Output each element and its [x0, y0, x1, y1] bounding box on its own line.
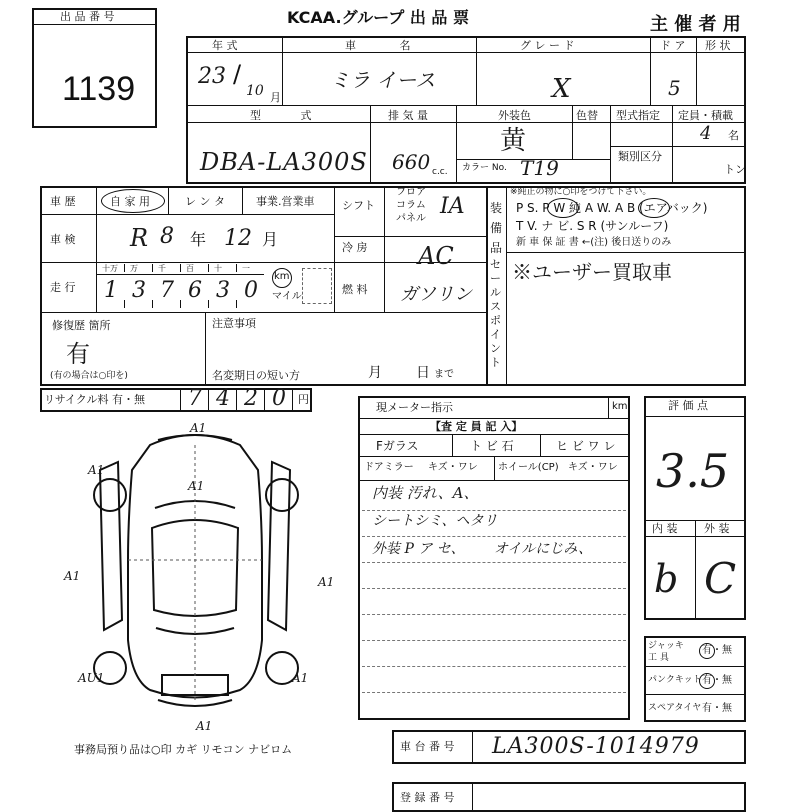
type-designation-label: 型式指定 — [616, 109, 660, 122]
organizer-label: 主 催 者 用 — [650, 14, 741, 35]
body-type-label: 形 状 — [705, 39, 731, 52]
mirror-options[interactable]: キズ・ワレ — [428, 462, 478, 473]
color-value: 黄 — [500, 126, 527, 156]
wheel-front-left — [94, 479, 126, 511]
jack-selected-circle — [699, 643, 715, 659]
equipment-line-1: P S. P W 純 A W. A B (エアバック) — [516, 201, 708, 215]
diagram-mark-left-side: A1 — [64, 569, 81, 583]
mileage-digit-label: 一 — [242, 264, 250, 273]
lot-number-label: 出 品 番 号 — [60, 10, 115, 23]
equipment-block — [486, 186, 746, 386]
doors-label: ド ア — [660, 39, 686, 52]
right-side-panel — [268, 462, 290, 630]
inspector-title: 【査 定 員 記 入】 — [430, 420, 523, 433]
name-change-label: 名変期日の短い方 — [212, 369, 300, 382]
jack-options[interactable]: 有・無 — [702, 645, 732, 656]
diagram-mark-rear: A1 — [196, 719, 213, 733]
diagram-mark-left-front: A1 — [88, 463, 105, 477]
ab-selected-circle — [638, 198, 670, 218]
sales-points-label: セールスポイント — [490, 258, 501, 369]
spare-options[interactable]: 有・無 — [702, 703, 732, 714]
capacity-value: 4 — [700, 123, 712, 144]
grade-label: グ レ ー ド — [520, 39, 575, 52]
chip-options[interactable]: ト ビ 石 — [470, 439, 514, 453]
mileage-digit-label: 十 — [214, 264, 222, 273]
load-unit: トン — [724, 163, 746, 176]
front-bumper — [158, 435, 232, 440]
history-selected-circle — [101, 189, 165, 213]
mileage-digit: 3 — [132, 278, 146, 303]
recycle-digit: 7 — [188, 386, 202, 411]
mileage-digit: 1 — [104, 278, 118, 303]
capacity-unit: 名 — [728, 129, 739, 142]
displacement-value: 660 — [392, 150, 431, 174]
meter-unit: km — [612, 401, 628, 412]
mirror-label: ドアミラー — [364, 462, 414, 473]
doors-value: 5 — [668, 76, 681, 100]
puncture-selected-circle — [699, 673, 715, 689]
car-front-glass — [155, 501, 235, 508]
recycle-digit: 4 — [216, 386, 230, 411]
model-label: 型 式 — [250, 109, 330, 122]
mileage-digit: 0 — [244, 278, 258, 303]
color-change-label: 色替 — [576, 109, 598, 122]
month-value: 10 — [246, 83, 264, 99]
lot-number: 1139 — [62, 70, 136, 108]
diagram-mark-hood: A1 — [188, 479, 205, 493]
mileage-unit-mile: マイル — [272, 291, 302, 302]
mileage-digit-label: 千 — [158, 264, 166, 273]
capacity-label: 定員・積載 — [678, 109, 733, 122]
recycle-digit: 0 — [272, 386, 286, 411]
diagram-mark-right-side: A1 — [318, 575, 335, 589]
car-roof — [152, 520, 238, 616]
fuel-label: 燃 料 — [342, 283, 368, 296]
color-no-label: カラー No. — [462, 163, 507, 173]
interior-grade: b — [654, 557, 679, 601]
recycle-label: リサイクル料 有・無 — [44, 393, 145, 406]
inspector-note-1: 内装 汚れ、A、 — [372, 484, 479, 502]
diagram-footer: 事務局預り品は○印 カギ リモコン ナビロム — [74, 743, 293, 756]
shift-option-panel[interactable]: パネル — [396, 213, 426, 224]
chassis-value: LA300S-1014979 — [492, 734, 700, 759]
registration-label: 登 録 番 号 — [400, 791, 455, 804]
inspector-note-4: オイルにじみ、 — [494, 541, 593, 557]
history-option-rental[interactable]: レ ン タ — [185, 195, 225, 208]
history-label: 車 歴 — [50, 195, 76, 208]
month-unit: 月 — [270, 91, 281, 104]
exterior-color-label: 外装色 — [498, 109, 531, 122]
left-side-panel — [100, 462, 122, 630]
equipment-line-3: 新 車 保 証 書 ←(注) 後日送りのみ — [516, 237, 672, 248]
car-rear-glass — [156, 628, 234, 634]
recycle-unit: 円 — [298, 393, 309, 406]
recycle-digit: 2 — [244, 386, 258, 411]
color-no-value: T19 — [520, 156, 559, 180]
name-change-until: まで — [434, 369, 454, 380]
shaken-era: R — [130, 224, 149, 252]
fuel-value: ガソリン — [400, 284, 472, 305]
mileage-digit-label: 十万 — [102, 264, 118, 273]
shaken-year-unit: 年 — [190, 230, 207, 249]
sales-points-value: ※ユーザー買取車 — [512, 260, 672, 284]
year-value: 23 — [198, 64, 226, 89]
wheel-options[interactable]: キズ・ワレ — [568, 462, 618, 473]
grade-score: 3.5 — [656, 444, 730, 498]
mileage-digit-label: 万 — [130, 264, 138, 273]
inspector-note-2: シートシミ、ヘタリ — [372, 513, 498, 529]
jack-label: ジャッキ 工 具 — [648, 641, 684, 663]
f-glass-label: Fガラス — [376, 439, 419, 453]
mileage-digit: 7 — [160, 278, 174, 303]
displacement-label: 排 気 量 — [388, 109, 428, 122]
mileage-unit-km: km — [274, 271, 290, 282]
shift-label: シフト — [342, 199, 375, 212]
lot-number-box — [32, 8, 157, 128]
wheel-front-right — [266, 479, 298, 511]
car-name-value: ミラ イース — [330, 68, 436, 92]
mileage-digit: 6 — [188, 278, 202, 303]
exterior-grade: C — [704, 554, 737, 603]
equipment-note: ※純正の物に○印をつけて下さい。 — [510, 187, 652, 197]
puncture-options[interactable]: 有・無 — [702, 675, 732, 686]
puncture-label: パンクキット — [648, 675, 702, 685]
car-body-outline — [128, 435, 262, 698]
category-label: 類別区分 — [618, 150, 662, 163]
car-name-label: 車 名 — [345, 39, 431, 52]
shaken-year: 8 — [160, 224, 174, 249]
inspector-note-3: 外装 P ア セ、 — [372, 541, 465, 557]
rear-bumper — [158, 700, 232, 706]
shaken-label: 車 検 — [50, 233, 76, 246]
grade-value: X — [552, 74, 571, 104]
spare-label: スペアタイヤ — [648, 703, 702, 713]
diagram-mark-right-rear: A1 — [292, 671, 309, 685]
shift-option-floor[interactable]: フロア — [396, 187, 426, 198]
notes-label: 注意事項 — [212, 317, 256, 330]
diagram-mark-left-rear: AU1 — [78, 671, 105, 685]
diagram-mark-front: A1 — [190, 421, 207, 435]
shift-option-column[interactable]: コラム — [396, 200, 426, 211]
chassis-label: 車 台 番 号 — [400, 740, 455, 753]
repair-value: 有 — [66, 340, 90, 368]
pw-selected-circle — [547, 198, 579, 218]
mileage-digit: 3 — [216, 278, 230, 303]
repair-note: (有の場合は○印を) — [50, 371, 128, 381]
mileage-digit-label: 百 — [186, 264, 194, 273]
shaken-month: 12 — [224, 226, 252, 251]
meter-label: 現メーター指示 — [376, 401, 453, 414]
crack-options[interactable]: ヒ ビ ワ レ — [556, 439, 616, 453]
rear-panel — [162, 675, 228, 695]
history-option-commercial[interactable]: 事業.営業車 — [256, 195, 315, 208]
exterior-label: 外 装 — [704, 522, 730, 535]
displacement-unit: c.c. — [432, 167, 448, 177]
form-title: KCAA.グループ 出 品 票 — [287, 8, 469, 27]
ac-value: AC — [418, 242, 454, 270]
equipment-line-2: T V. ナ ビ. S R (サンルーフ) — [516, 219, 669, 233]
year-label: 年 式 — [212, 39, 238, 52]
grade-score-label: 評 価 点 — [668, 399, 708, 412]
name-change-month: 月 — [368, 365, 382, 381]
name-change-day: 日 — [416, 365, 430, 381]
history-option-private[interactable]: 自 家 用 — [110, 195, 150, 208]
mileage-label: 走 行 — [50, 281, 76, 294]
repair-label: 修復歴 箇所 — [52, 319, 111, 332]
equipment-label: 装 備 品 — [490, 201, 503, 255]
wheel-label: ホイール(CP) — [498, 462, 559, 473]
interior-label: 内 装 — [652, 522, 678, 535]
model-value: DBA-LA300S — [200, 148, 368, 176]
ac-label: 冷 房 — [342, 241, 368, 254]
shift-value: IA — [440, 194, 465, 219]
shaken-month-unit: 月 — [262, 230, 279, 249]
